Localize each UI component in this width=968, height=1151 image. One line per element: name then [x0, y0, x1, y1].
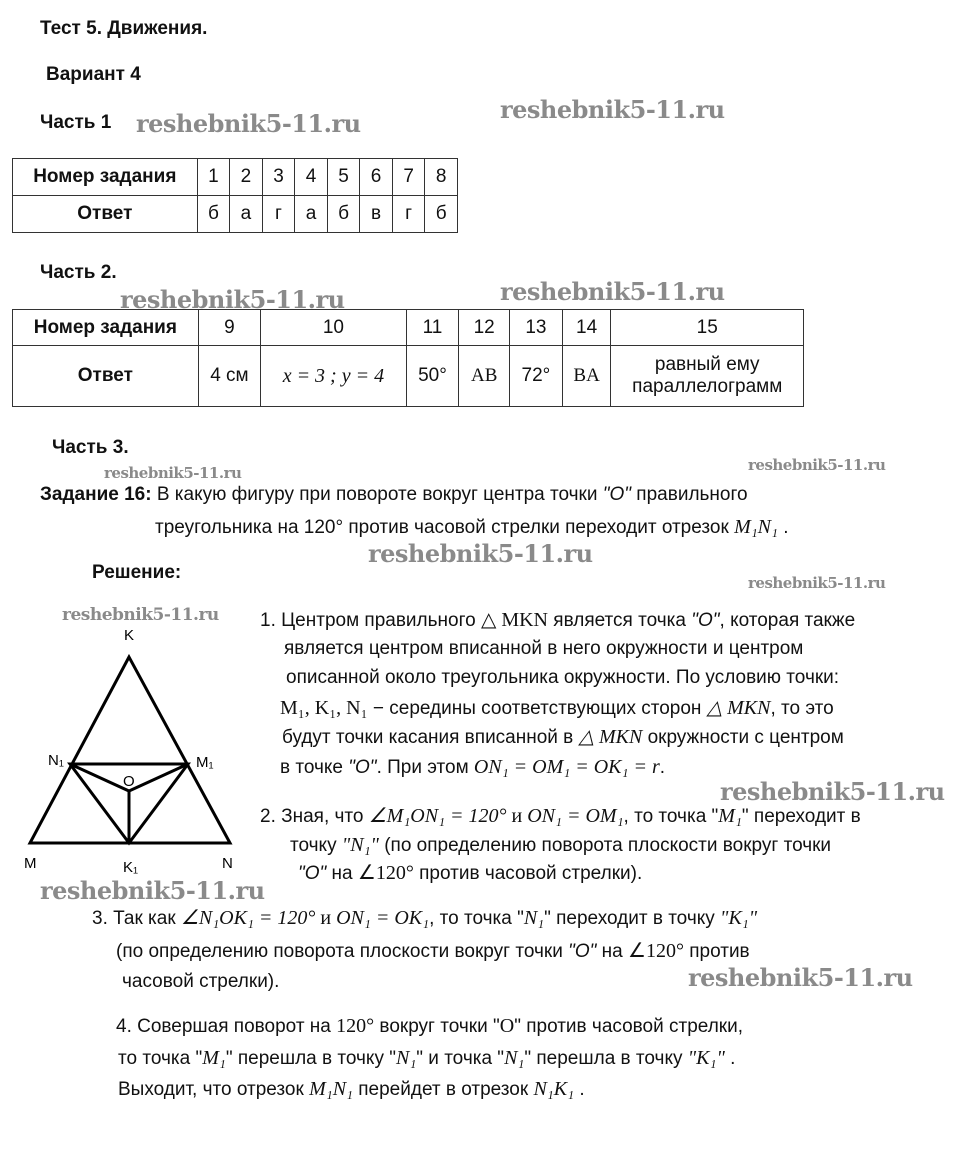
task-number-cell: 13 — [510, 310, 563, 346]
math-expression: M₁ — [718, 805, 742, 827]
text-segment: "О" — [298, 863, 327, 884]
part2-answer-table — [12, 309, 804, 407]
label-n: N — [222, 855, 233, 872]
text-segment: , то это — [770, 698, 834, 719]
test-title: Тест 5. Движения. — [40, 18, 208, 39]
part1-label: Часть 1 — [40, 112, 112, 133]
header-cell: Ответ — [13, 196, 198, 233]
text-segment: вокруг точки " — [374, 1016, 500, 1037]
text-segment: будут точки касания вписанной в — [282, 727, 579, 748]
text-segment: является центром вписанной в него окружности и центром — [284, 638, 804, 659]
text-segment: M₁, K₁, N₁ — [280, 697, 368, 719]
text-segment: . — [724, 1048, 736, 1069]
watermark: reshebnik5-11.ru — [748, 456, 886, 474]
text-line — [155, 516, 789, 539]
text-segment: "О" — [348, 757, 377, 778]
answer-cell: 72° — [510, 346, 563, 407]
text-line — [40, 484, 748, 506]
task-number-cell: 6 — [360, 159, 393, 196]
text-segment: 4. Совершая поворот на — [116, 1016, 337, 1037]
math-expression: "K₁" — [687, 1047, 725, 1069]
text-line — [280, 697, 834, 720]
text-line — [286, 667, 839, 689]
text-line — [116, 1015, 743, 1038]
math-expression: △ MKN — [706, 697, 771, 719]
part2-label: Часть 2. — [40, 262, 117, 283]
text-line — [118, 1047, 735, 1070]
text-segment: 3. Так как — [92, 908, 181, 929]
text-segment: . При этом — [376, 757, 474, 778]
task-number-cell: 8 — [425, 159, 458, 196]
text-line — [116, 940, 750, 963]
task-number-cell: 9 — [198, 310, 261, 346]
math-expression: "K₁" — [720, 907, 758, 929]
text-line — [298, 862, 642, 885]
watermark: reshebnik5-11.ru — [720, 777, 945, 806]
answer-cell: б — [327, 196, 360, 233]
text-line — [282, 726, 844, 749]
answer-cell: 4 см — [198, 346, 261, 407]
text-segment: , то точка " — [429, 908, 524, 929]
header-cell: Номер задания — [13, 310, 199, 346]
text-segment: , то точка " — [623, 806, 719, 827]
math-expression: "N₁" — [341, 834, 379, 856]
math-expression: △ MKN — [578, 726, 643, 748]
task-number-cell: 15 — [611, 310, 804, 346]
answer-cell: в — [360, 196, 393, 233]
text-segment: в точке — [280, 757, 349, 778]
math-expression: ON₁ = OK₁ — [336, 907, 430, 929]
watermark: reshebnik5-11.ru — [40, 876, 265, 905]
text-segment: " против часовой стрелки, — [514, 1016, 744, 1037]
text-line — [260, 609, 855, 632]
answer-cell: а — [295, 196, 328, 233]
answer-cell: 50° — [406, 346, 459, 407]
text-segment: (по определению поворота плоскости вокруг точки — [378, 835, 832, 856]
task-number-cell: 12 — [459, 310, 510, 346]
answer-cell: равный ему параллелограмм — [611, 346, 804, 407]
watermark: reshebnik5-11.ru — [748, 574, 886, 592]
text-line — [284, 638, 803, 660]
answer-cell: б — [197, 196, 230, 233]
math-expression: ON₁ = OM₁ = OK₁ = r — [473, 756, 660, 778]
text-line — [92, 907, 757, 930]
text-line — [280, 756, 665, 779]
answer-cell: AB — [459, 346, 510, 407]
text-segment: . — [659, 757, 666, 778]
triangle-figure — [0, 600, 260, 880]
text-line — [290, 834, 831, 857]
text-segment: 2. Зная, что — [260, 806, 369, 827]
text-segment: описанной около треугольника окружности. По условию точки: — [286, 667, 840, 688]
task-number-cell: 11 — [406, 310, 459, 346]
text-segment: точку — [290, 835, 342, 856]
text-line — [122, 971, 279, 993]
watermark: reshebnik5-11.ru — [500, 95, 725, 124]
text-segment: против — [683, 941, 750, 962]
text-segment: на — [326, 863, 358, 884]
text-segment: и — [315, 907, 337, 929]
label-m: M — [24, 855, 37, 872]
text-segment: Выходит, что отрезок — [118, 1079, 310, 1100]
math-expression: ∠M₁ON₁ = 120° — [368, 805, 507, 827]
text-segment: "О" — [602, 484, 632, 505]
text-segment: 1. Центром правильного — [260, 610, 481, 631]
math-expression: N₁K₁ — [533, 1078, 575, 1100]
text-segment: "О" — [568, 941, 597, 962]
answer-cell: а — [230, 196, 263, 233]
math-expression: N₁ — [504, 1047, 525, 1069]
math-expression: M₁N₁ — [309, 1078, 353, 1100]
task-number-cell: 5 — [327, 159, 360, 196]
text-segment: В какую фигуру при повороте вокруг центра точки — [151, 484, 603, 505]
text-segment: " перешла в точку " — [225, 1048, 396, 1069]
text-segment: правильного — [631, 484, 748, 505]
text-segment: " и точка " — [416, 1048, 505, 1069]
watermark: reshebnik5-11.ru — [688, 963, 913, 992]
text-segment: окружности с центром — [642, 727, 844, 748]
label-k1: K₁ — [123, 859, 139, 876]
part1-answer-table — [12, 158, 458, 233]
task-number-cell: 7 — [392, 159, 425, 196]
text-segment: . — [777, 517, 789, 538]
watermark: reshebnik5-11.ru — [136, 109, 361, 138]
task-number-cell: 4 — [295, 159, 328, 196]
text-segment: против часовой стрелки). — [413, 863, 643, 884]
part3-label: Часть 3. — [52, 437, 129, 458]
text-segment: " перешла в точку — [524, 1048, 688, 1069]
math-expression: ON₁ = OM₁ — [527, 805, 624, 827]
header-cell: Номер задания — [13, 159, 198, 196]
task-number-cell: 10 — [261, 310, 406, 346]
watermark: reshebnik5-11.ru — [62, 605, 219, 625]
text-segment: часовой стрелки). — [122, 971, 280, 992]
text-segment: ∠120° — [357, 862, 414, 884]
text-segment: " переходит в точку — [544, 908, 721, 929]
watermark: reshebnik5-11.ru — [368, 539, 593, 568]
text-segment: , которая также — [719, 610, 856, 631]
math-expression: M₁ — [202, 1047, 226, 1069]
text-line — [118, 1078, 585, 1101]
text-segment: (по определению поворота плоскости вокруг точки — [116, 941, 569, 962]
solution-label: Решение: — [92, 562, 182, 583]
watermark: reshebnik5-11.ru — [500, 277, 725, 306]
header-cell: Ответ — [13, 346, 199, 407]
answer-cell: г — [262, 196, 295, 233]
label-k: K — [124, 627, 135, 644]
task-number-cell: 2 — [230, 159, 263, 196]
watermark: reshebnik5-11.ru — [120, 285, 345, 314]
task-number-cell: 3 — [262, 159, 295, 196]
text-segment: O — [499, 1015, 515, 1037]
text-segment: 120° — [336, 1015, 375, 1037]
label-o: O — [123, 773, 135, 790]
text-segment: " переходит в — [741, 806, 861, 827]
text-segment: △ MKN — [480, 609, 549, 631]
task-number-cell: 1 — [197, 159, 230, 196]
answer-cell: г — [392, 196, 425, 233]
answer-cell: BA — [562, 346, 611, 407]
text-segment: "О" — [691, 610, 720, 631]
text-line — [260, 805, 861, 828]
text-segment: перейдет в отрезок — [352, 1079, 534, 1100]
text-segment: является точка — [548, 610, 692, 631]
math-expression: N₁ — [395, 1047, 417, 1069]
label-m1: M₁ — [196, 754, 214, 771]
task-number-cell: 14 — [562, 310, 611, 346]
text-segment: на — [596, 941, 629, 962]
variant-label: Вариант 4 — [46, 64, 141, 85]
math-expression: ∠N₁OK₁ = 120° — [180, 907, 316, 929]
watermark: reshebnik5-11.ru — [104, 464, 242, 482]
text-segment: ∠120° — [628, 940, 684, 962]
text-segment: . — [574, 1079, 585, 1100]
answer-cell: б — [425, 196, 458, 233]
math-expression: N₁ — [523, 907, 545, 929]
text-segment: треугольника на 120° против часовой стрелки переходит отрезок — [155, 517, 735, 538]
text-segment: Задание 16: — [40, 484, 152, 505]
math-expression: M₁N₁ — [734, 516, 778, 538]
text-segment: и — [506, 805, 528, 827]
label-n1: N₁ — [48, 752, 64, 769]
answer-cell: x = 3 ; y = 4 — [261, 346, 406, 407]
text-segment: − середины соответствующих сторон — [367, 698, 707, 719]
text-segment: то точка " — [118, 1048, 203, 1069]
